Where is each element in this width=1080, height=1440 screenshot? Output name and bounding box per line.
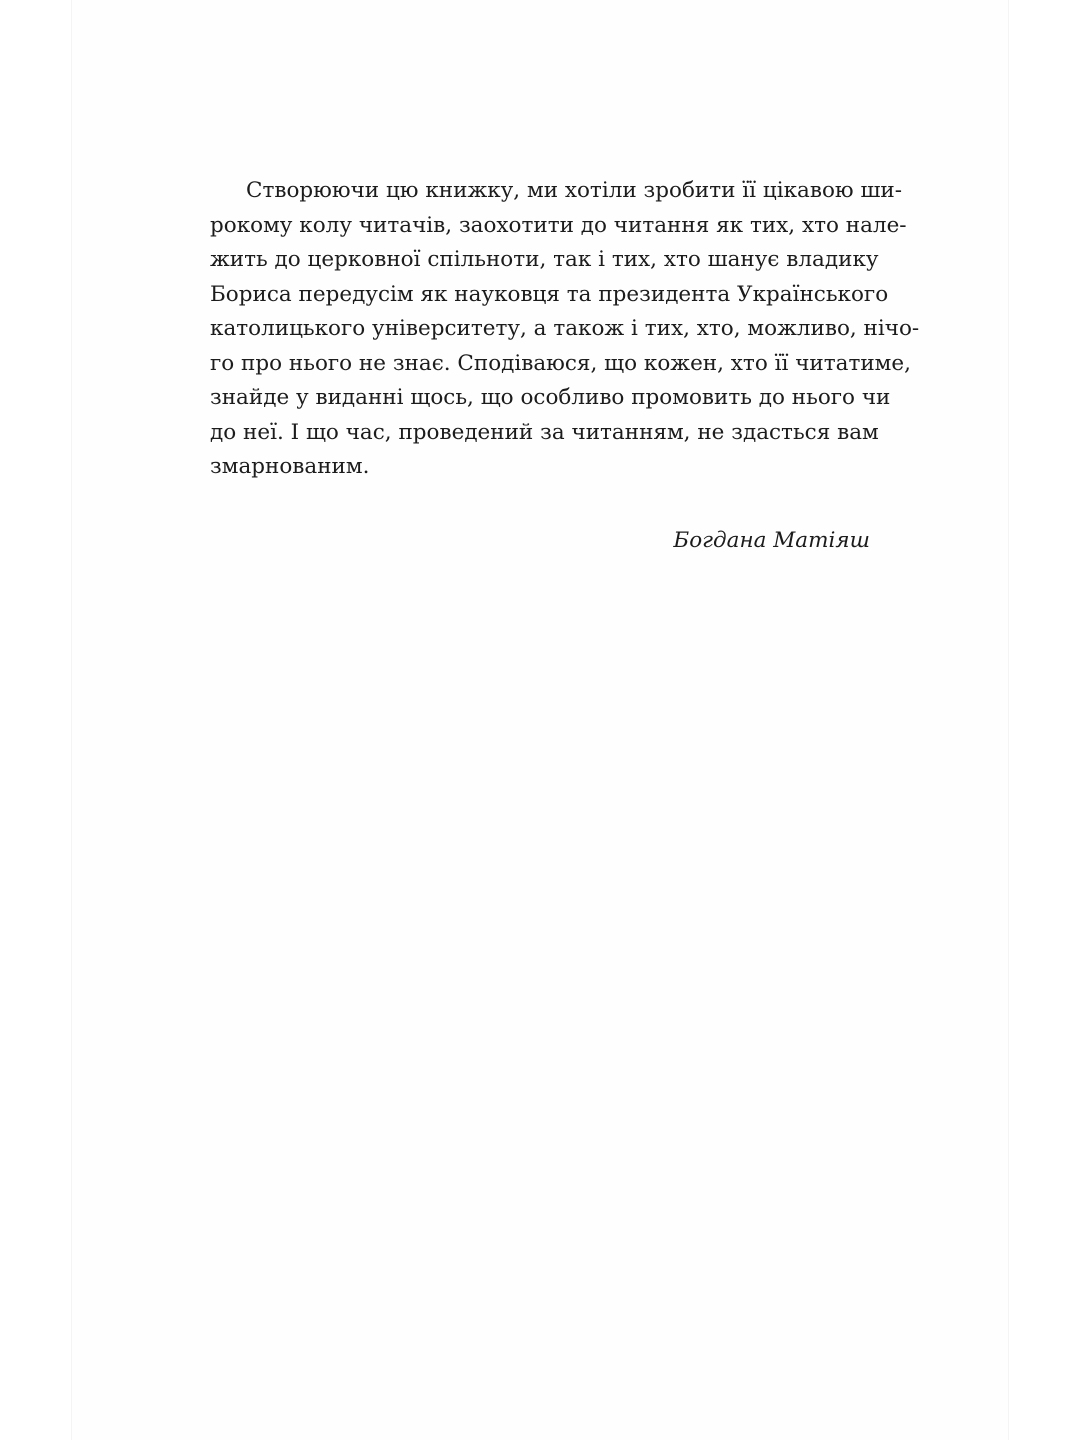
paragraph-line-5: католицького університету, а також і тих, хто, можливо, нічо- <box>210 316 920 341</box>
paragraph-line-1: Створюючи цю книжку, ми хотіли зробити її цікавою ши- <box>246 178 903 203</box>
paragraph-line-9: змарнованим. <box>210 454 370 479</box>
paragraph-line-4: Бориса передусім як науковця та президента Українського <box>210 281 889 307</box>
paragraph-line-7: знайде у виданні щось, що особливо промовить до нього чи <box>210 385 891 410</box>
author-signature: Богдана Матіяш <box>673 528 870 553</box>
paragraph-line-6: го про нього не знає. Сподіваюся, що кожен, хто її читатиме, <box>210 350 911 376</box>
paragraph-line-8: до неї. І що час, проведений за читанням, не здасться вам <box>210 419 879 445</box>
body-paragraph <box>210 174 920 485</box>
paragraph-line-2: рокому колу читачів, заохотити до читання як тих, хто нале- <box>210 212 907 238</box>
paragraph-line-3: жить до церковної спільноти, так і тих, хто шанує владику <box>210 247 879 272</box>
